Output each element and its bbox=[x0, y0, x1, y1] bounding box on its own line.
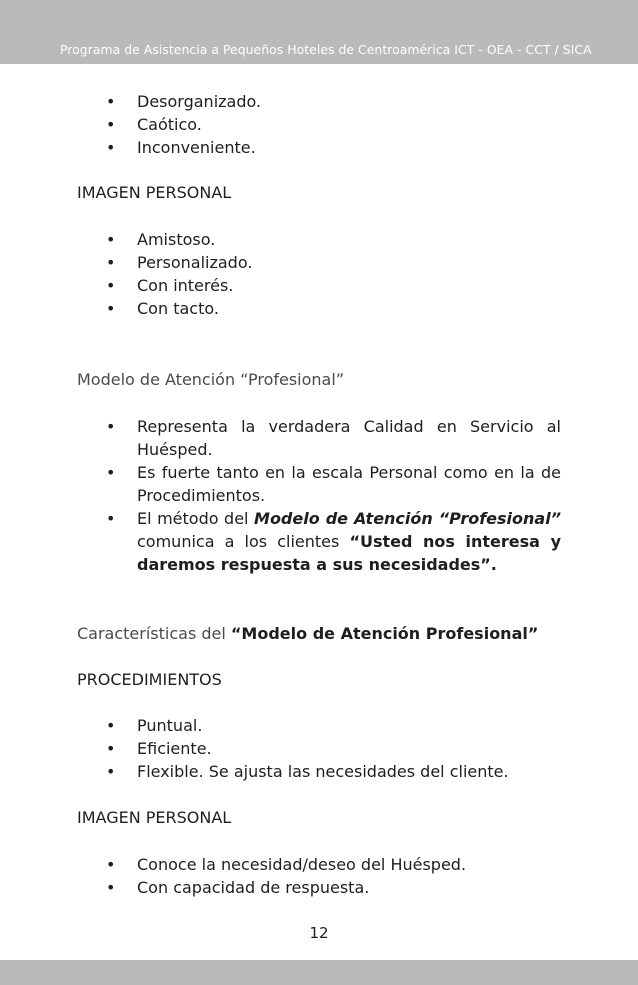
imagen-personal-list-2 bbox=[106, 853, 467, 899]
list-item: • Personalizado. bbox=[106, 253, 253, 272]
procedures-list bbox=[106, 714, 509, 783]
model-name-emphasis: Modelo de Atención “Profesional” bbox=[254, 509, 561, 528]
model-heading: Modelo de Atención “Profesional” bbox=[77, 370, 345, 389]
imagen-personal-list bbox=[106, 228, 253, 320]
list-item: • Eficiente. bbox=[106, 739, 212, 758]
model-item-2: • Es fuerte tanto en la escala Personal como en la de Procedimientos. bbox=[106, 463, 561, 505]
list-item: • Caótico. bbox=[106, 115, 202, 134]
bullet-icon: • bbox=[106, 739, 116, 758]
bullet-icon: • bbox=[106, 878, 116, 897]
list-item: • Desorganizado. bbox=[106, 92, 262, 111]
bullet-icon: • bbox=[106, 509, 116, 528]
model-item-1: • Representa la verdadera Calidad en Servicio al Huésped. bbox=[106, 417, 561, 459]
bullet-icon: • bbox=[106, 716, 116, 735]
bullet-icon: • bbox=[106, 253, 116, 272]
section-heading-imagen-personal-2: IMAGEN PERSONAL bbox=[77, 808, 232, 827]
procedures-heading: PROCEDIMIENTOS bbox=[77, 670, 222, 689]
bullet-icon: • bbox=[106, 230, 116, 249]
bullet-icon: • bbox=[106, 92, 116, 111]
header-bar bbox=[0, 0, 638, 64]
list-item: • Conoce la necesidad/deseo del Huésped. bbox=[106, 855, 467, 874]
bullet-icon: • bbox=[106, 138, 116, 157]
features-heading: Características del “Modelo de Atención Profesional” bbox=[77, 624, 539, 643]
running-header: Programa de Asistencia a Pequeños Hoteles de Centroamérica ICT - OEA - CCT / SICA bbox=[60, 42, 592, 57]
list-item: • Amistoso. bbox=[106, 230, 216, 249]
page-number: 12 bbox=[309, 924, 329, 942]
bullet-icon: • bbox=[106, 299, 116, 318]
bullet-icon: • bbox=[106, 276, 116, 295]
list-item: • Puntual. bbox=[106, 716, 203, 735]
bullet-icon: • bbox=[106, 855, 116, 874]
bullet-icon: • bbox=[106, 463, 116, 482]
bullet-icon: • bbox=[106, 115, 116, 134]
client-message: “Usted nos interesa y daremos respuesta a sus necesidades”. bbox=[137, 532, 562, 574]
list-item: • Flexible. Se ajusta las necesidades del cliente. bbox=[106, 762, 509, 781]
top-bullet-list bbox=[106, 90, 262, 159]
model-item-3: • El método del Modelo de Atención “Profesional” comunica a los clientes “Usted nos interesa y daremos respuesta a sus necesidades”. bbox=[106, 509, 562, 574]
list-item: • Inconveniente. bbox=[106, 138, 256, 157]
list-item: • Con capacidad de respuesta. bbox=[106, 878, 370, 897]
section-heading-imagen-personal: IMAGEN PERSONAL bbox=[77, 183, 232, 202]
bullet-icon: • bbox=[106, 417, 116, 436]
bullet-icon: • bbox=[106, 762, 116, 781]
list-item: • Con tacto. bbox=[106, 299, 219, 318]
footer-bar bbox=[0, 960, 638, 985]
list-item: • Con interés. bbox=[106, 276, 234, 295]
